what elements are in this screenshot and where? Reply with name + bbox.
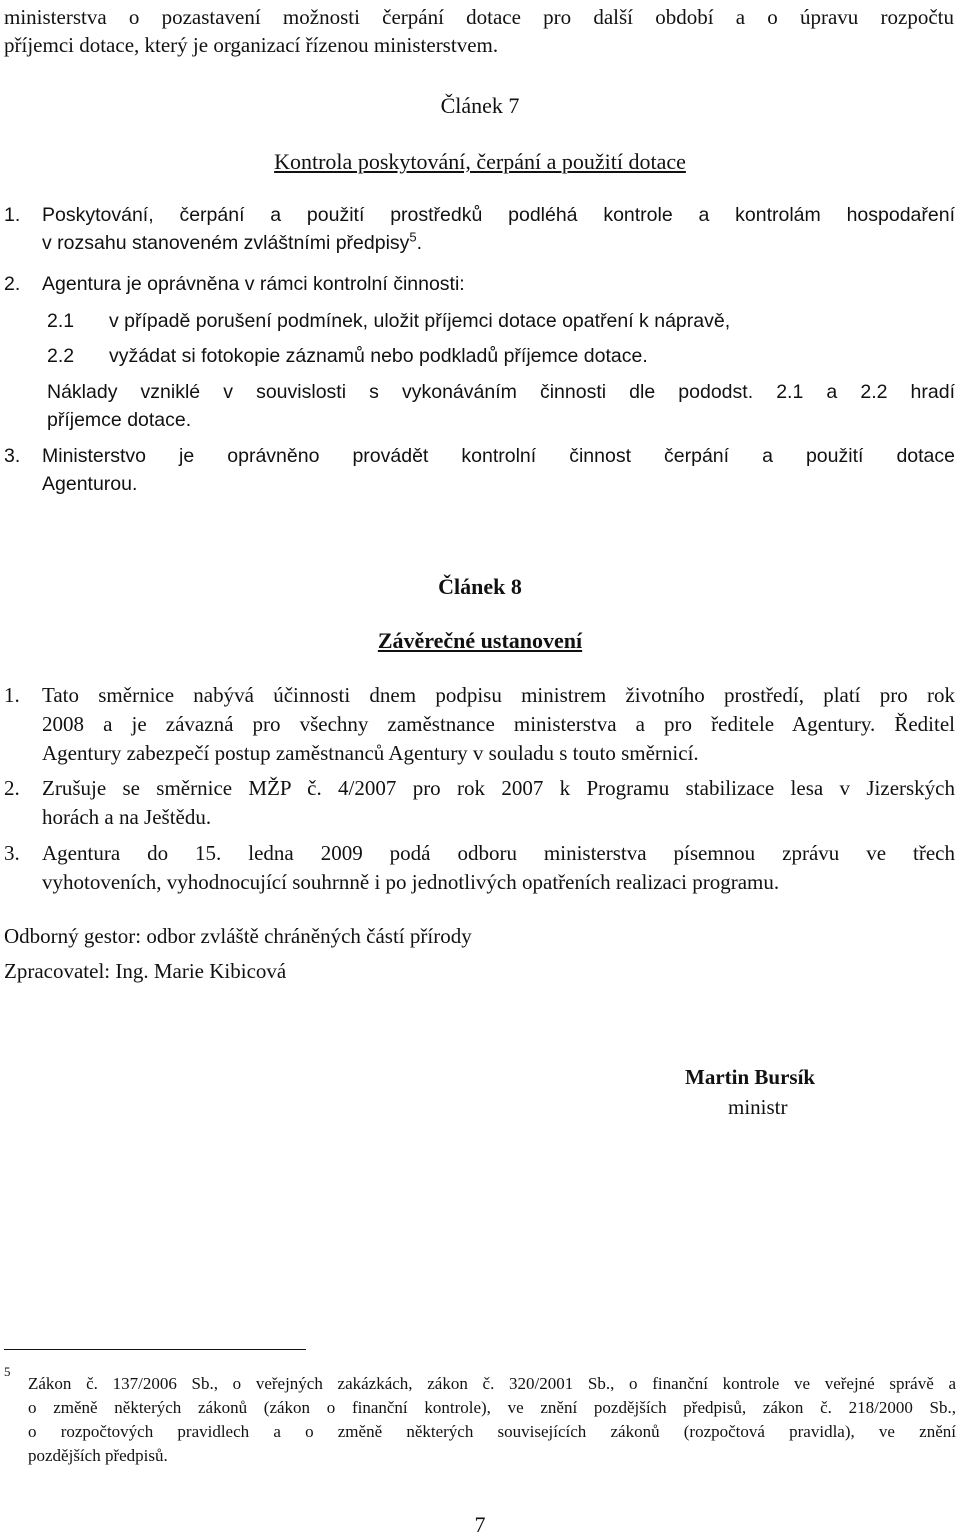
a7-p2-sub1-text: v případě porušení podmínek, uložit příjemci dotace opatření k nápravě,: [109, 310, 731, 332]
a8-p1-line-2: 2008 a je závazná pro všechny zaměstnance ministerstva a pro ředitele Agentury. Ředitel: [42, 712, 955, 736]
intro-line-1: ministerstva o pozastavení možnosti čerpání dotace pro další období a o úpravu rozpočtu: [4, 5, 954, 29]
footnote-line-2: o změně některých zákonů (zákon o finanční kontrole), ve znění pozdějších předpisů, zákon č. 218/2000 Sb.,: [28, 1398, 956, 1417]
gestor-line: Odborný gestor: odbor zvláště chráněných částí přírody: [4, 924, 472, 948]
footnote-line-1: Zákon č. 137/2006 Sb., o veřejných zakázkách, zákon č. 320/2001 Sb., o finanční kontrole ve veřejné správě a: [28, 1374, 956, 1393]
intro-line-2: příjemci dotace, který je organizací řízenou ministerstvem.: [4, 33, 499, 57]
article-8-heading: Článek 8: [438, 574, 522, 599]
a8-p2-number: 2.: [4, 776, 20, 800]
a8-p1-line-3: Agentury zabezpečí postup zaměstnanců Agentury v souladu s touto směrnicí.: [42, 741, 699, 765]
a8-p1-number: 1.: [4, 683, 20, 707]
a7-p1-line-2-end: .: [416, 232, 423, 254]
a8-p3-line-2: vyhotoveních, vyhodnocující souhrnně i po jednotlivých opatřeních realizaci programu.: [42, 870, 780, 894]
a7-p2-sub1-number: 2.1: [47, 310, 75, 332]
article-7-title-text: Kontrola poskytování, čerpání a použití dotace: [274, 149, 686, 174]
a7-p3-line-2: Agenturou.: [42, 473, 138, 495]
signature-role: ministr: [728, 1095, 788, 1119]
a7-p2-costs-line-2: příjemce dotace.: [47, 409, 192, 431]
a8-p3-number: 3.: [4, 841, 20, 865]
footnote-ref-5: 5: [409, 229, 417, 245]
a7-p1-line-2: [42, 229, 422, 257]
a7-p2-costs-line-1: Náklady vzniklé v souvislosti s vykonáváním činnosti dle pododst. 2.1 a 2.2 hradí: [47, 381, 955, 403]
a8-p3-line-1: Agentura do 15. ledna 2009 podá odboru ministerstva písemnou zprávu ve třech: [42, 841, 955, 865]
article-8-title: [0, 626, 960, 656]
a7-p2-number: 2.: [4, 273, 21, 295]
a7-p1-number: 1.: [4, 204, 21, 226]
footnote-mark: 5: [4, 1364, 11, 1379]
article-7-title: [0, 147, 960, 177]
footnote-line-4: pozdějších předpisů.: [28, 1446, 168, 1465]
article-7-heading: Článek 7: [440, 93, 520, 118]
a7-p3-number: 3.: [4, 445, 21, 467]
a8-p1-line-1: Tato směrnice nabývá účinnosti dnem podpisu ministrem životního prostředí, platí pro rok: [42, 683, 955, 707]
a7-p1-line-2-text: v rozsahu stanoveném zvláštními předpisy: [42, 232, 410, 254]
page-number: 7: [474, 1512, 486, 1537]
a7-p2-sub2-text: vyžádat si fotokopie záznamů nebo podkladů příjemce dotace.: [109, 345, 648, 367]
footnote-separator: [4, 1349, 306, 1350]
a7-p3-line-1: Ministerstvo je oprávněno provádět kontrolní činnost čerpání a použití dotace: [42, 445, 955, 467]
a7-p1-line-1: Poskytování, čerpání a použití prostředků podléhá kontrole a kontrolám hospodaření: [42, 204, 955, 226]
a8-p2-line-1: Zrušuje se směrnice MŽP č. 4/2007 pro rok 2007 k Programu stabilizace lesa v Jizerských: [42, 776, 955, 800]
article-8-title-text: Závěrečné ustanovení: [377, 628, 583, 653]
a7-p2-sub2-number: 2.2: [47, 345, 75, 367]
signature-name: Martin Bursík: [685, 1065, 816, 1089]
footnote-line-3: o rozpočtových pravidlech a o změně některých souvisejících zákonů (rozpočtová pravidla), ve znění: [28, 1422, 956, 1441]
a8-p2-line-2: horách a na Ještědu.: [42, 805, 212, 829]
author-line: Zpracovatel: Ing. Marie Kibicová: [4, 959, 287, 983]
a7-p2-text: Agentura je oprávněna v rámci kontrolní činnosti:: [42, 273, 465, 295]
